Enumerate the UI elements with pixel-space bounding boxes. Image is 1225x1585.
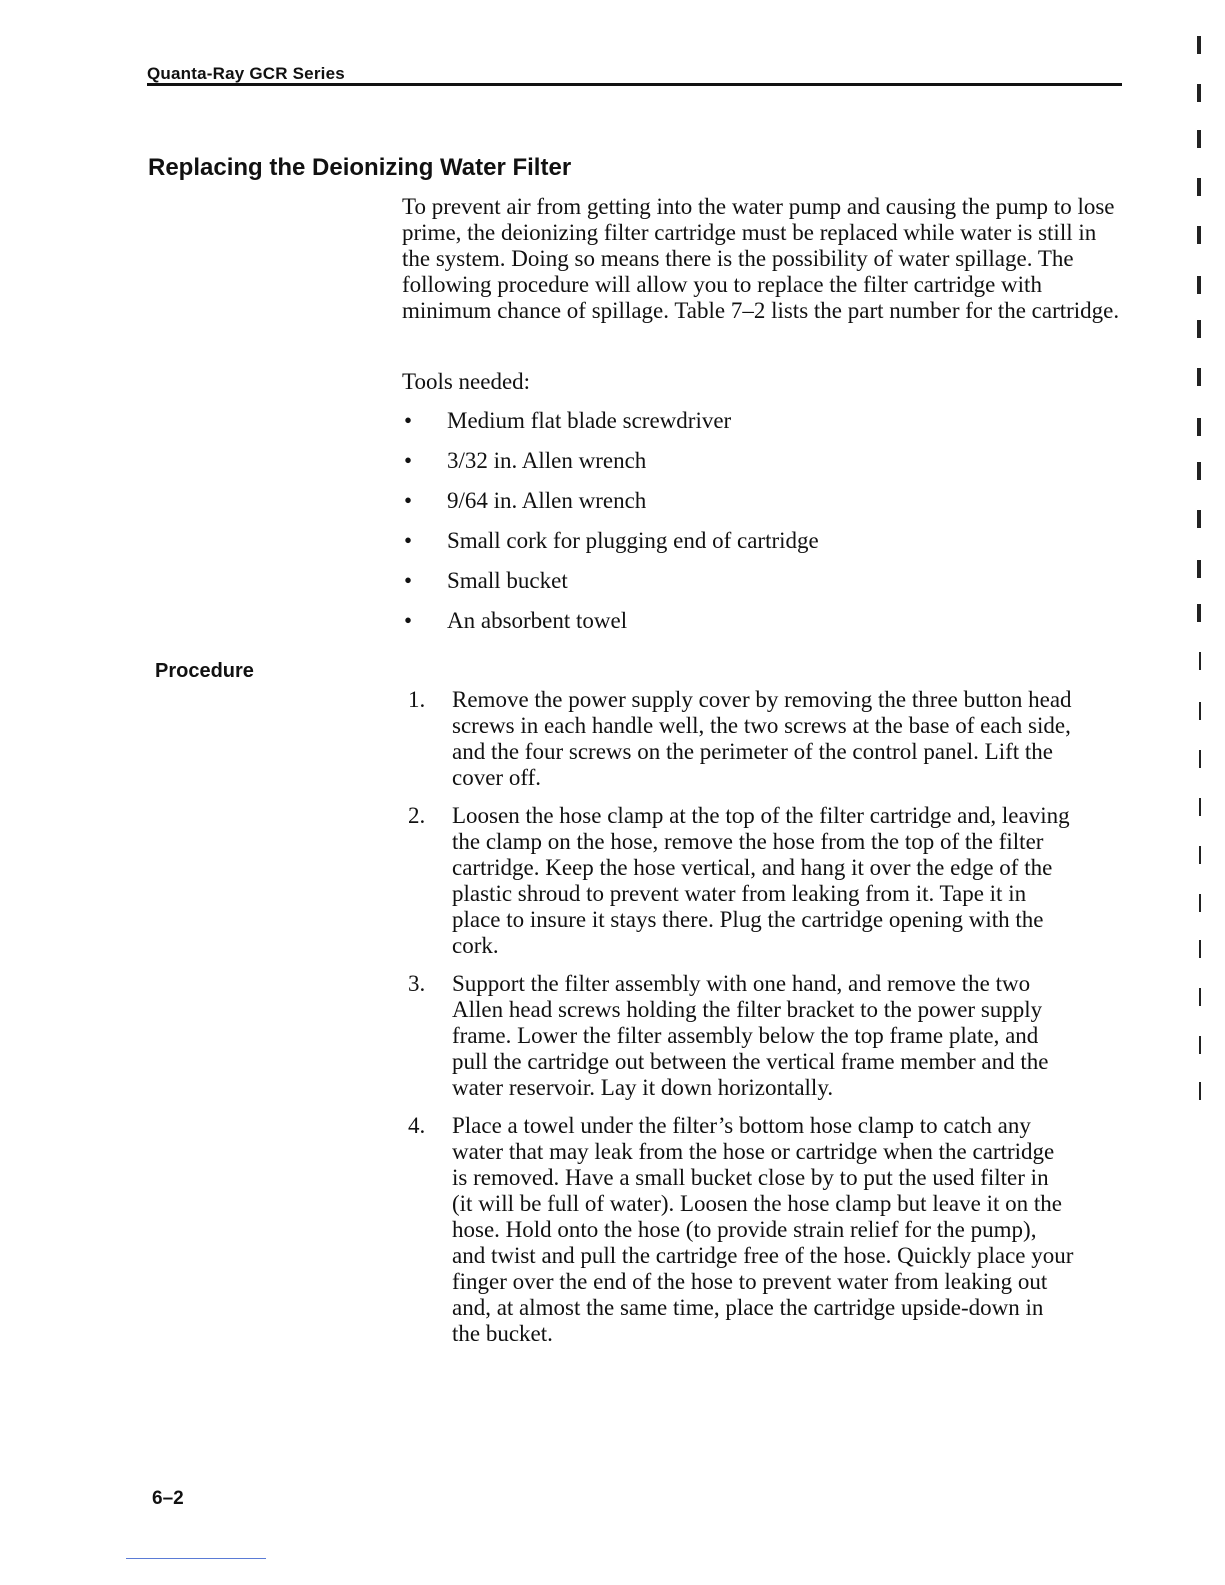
bottom-underline [126,1558,266,1559]
procedure-step [402,1113,1074,1347]
bullet-icon: • [404,608,413,633]
running-header: Quanta-Ray GCR Series [147,64,345,83]
edge-mark [1197,226,1201,244]
tool-item [402,408,1122,448]
edge-mark [1199,652,1201,670]
tool-text: Medium flat blade screwdriver [447,408,732,433]
step-number: 4. [408,1113,426,1138]
bullet-icon: • [404,408,413,433]
edge-mark [1197,418,1201,436]
tool-text: 9/64 in. Allen wrench [447,488,647,513]
bullet-icon: • [404,488,413,513]
tool-text: 3/32 in. Allen wrench [447,448,647,473]
tool-text: An absorbent towel [447,608,628,633]
tool-item [402,528,1122,568]
edge-mark [1197,36,1201,54]
tool-item [402,608,1122,648]
tool-text: Small cork for plugging end of cartridge [447,528,819,553]
edge-mark [1197,84,1201,102]
edge-mark [1199,1036,1201,1054]
step-text: Support the filter assembly with one hand, and remove the two Allen head screws holding the filter bracket to the power supply frame. Lower the filter assembly below the top frame plate, and pull the cartridge out between the vertical frame member and the water reservoir. Lay it down horizontally. [452,971,1049,1100]
intro-paragraph: To prevent air from getting into the water pump and causing the pump to lose prime, the deionizing filter cartridge must be replaced while water is still in the system. Doing so means there is the possibility of water spillage. The following procedure will allow you to replace the filter cartridge with minimum chance of spillage. Table 7–2 lists the part number for the cartridge. [402,194,1120,323]
edge-mark [1197,320,1201,338]
section-title: Replacing the Deionizing Water Filter [148,154,572,181]
tool-item [402,488,1122,528]
tools-list [402,408,1122,648]
bullet-icon: • [404,568,413,593]
scan-edge-marks [1189,30,1201,1110]
edge-mark [1199,702,1201,720]
edge-mark [1199,798,1201,816]
edge-mark [1197,130,1201,148]
step-text: Remove the power supply cover by removing the three button head screws in each handle well, the two screws at the base of each side, and the four screws on the perimeter of the control panel. Lift the cover off. [452,687,1072,790]
edge-mark [1197,368,1201,386]
edge-mark [1197,510,1201,528]
bullet-icon: • [404,448,413,473]
tools-label: Tools needed: [402,369,531,394]
step-text: Loosen the hose clamp at the top of the filter cartridge and, leaving the clamp on the hose, remove the hose from the top of the filter cartridge. Keep the hose vertical, and hang it over the edge of the plastic shroud to prevent water from leaking from it. Tape it in place to insure it stays there. Plug the cartridge opening with the cork. [452,803,1070,958]
edge-mark [1197,560,1201,578]
page-number: 6–2 [152,1488,184,1509]
procedure-step [402,803,1074,959]
edge-mark [1199,894,1201,912]
edge-mark [1199,940,1201,958]
step-number: 3. [408,971,426,996]
tool-item [402,448,1122,488]
step-number: 1. [408,687,426,712]
procedure-heading: Procedure [155,660,254,682]
edge-mark [1199,750,1201,768]
procedure-steps [402,687,1074,1359]
edge-mark [1199,1082,1201,1100]
tool-text: Small bucket [447,568,568,593]
bullet-icon: • [404,528,413,553]
step-text: Place a towel under the filter’s bottom hose clamp to catch any water that may leak from the hose or cartridge when the cartridge is removed. Have a small bucket close by to put the used filter in (it will be full of water). Loosen the hose clamp but leave it on the hose. Hold onto the hose (to provide strain relief for the pump), and twist and pull the cartridge free of the hose. Quickly place your finger over the end of the hose to prevent water from leaking out and, at almost the same time, place the cartridge upside-down in the bucket. [452,1113,1074,1346]
tool-item [402,568,1122,608]
edge-mark [1197,276,1201,294]
header-rule [147,83,1122,86]
step-number: 2. [408,803,426,828]
procedure-step [402,971,1074,1101]
procedure-step [402,687,1074,791]
edge-mark [1199,988,1201,1006]
edge-mark [1197,178,1201,196]
edge-mark [1197,604,1201,622]
edge-mark [1199,846,1201,864]
edge-mark [1197,462,1201,480]
